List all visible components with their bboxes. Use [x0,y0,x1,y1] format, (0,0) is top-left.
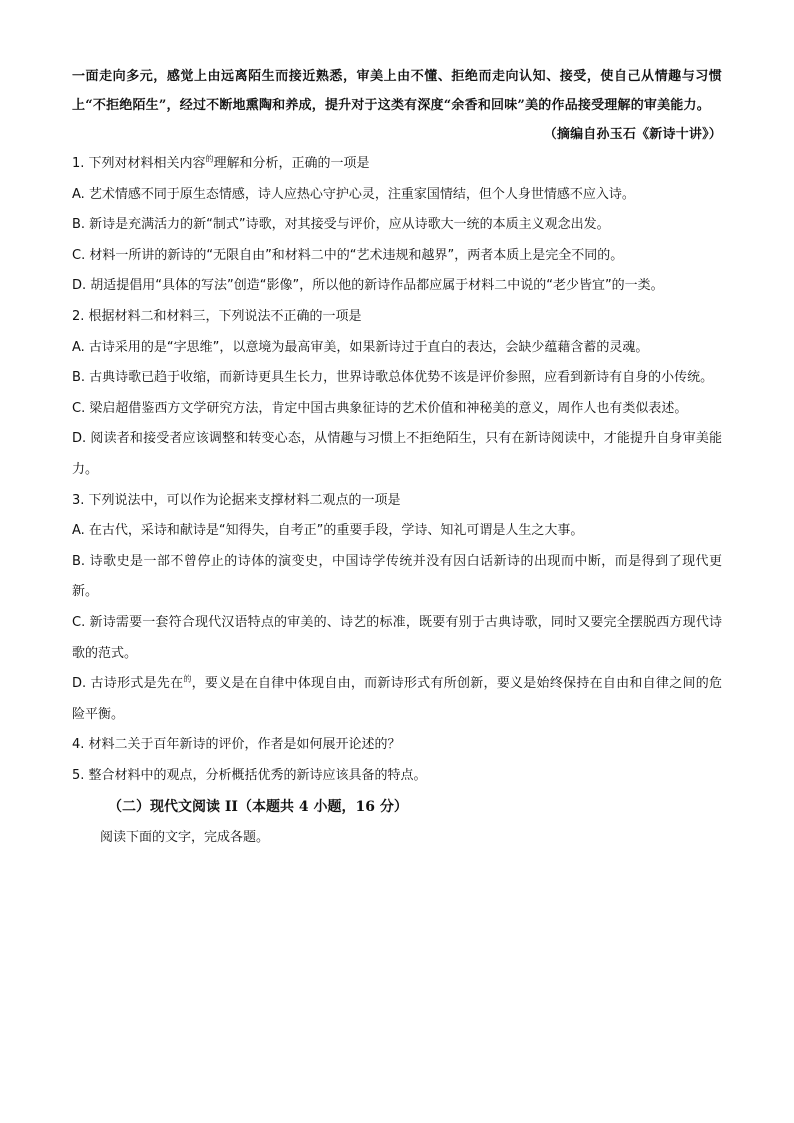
question-1-option-b: B. 新诗是充满活力的新“制式”诗歌，对其接受与评价，应从诗歌大一统的本质主义观念出发。 [72,217,610,233]
question-4-stem: 4. 材料二关于百年新诗的评价，作者是如何展开论述的？ [72,737,401,753]
passage-source: （摘编自孙玉石《新诗十讲》） [543,127,722,142]
question-1-option-d: D. 胡适提倡用“具体的写法”创造“影像”，所以他的新诗作品都应属于材料二中说的“老少皆宜”的一类。 [72,278,664,294]
question-5-stem: 5. 整合材料中的观点，分析概括优秀的新诗应该具备的特点。 [72,767,427,783]
question-2-option-a: A. 古诗采用的是“字思维”，以意境为最高审美，如果新诗过于直白的表达，会缺少蕴藉含蓄的灵魂。 [72,339,649,355]
question-3-option-c: C. 新诗需要一套符合现代汉语特点的审美的、诗艺的标准，既要有别于古典诗歌，同时又要完全摆脱西方现代诗歌的范式。 [72,614,722,661]
passage-continuation: 一面走向多元，感觉上由远离陌生而接近熟悉，审美上由不懂、拒绝而走向认知、接受，使自己从情趣与习惯上“不拒绝陌生”，经过不断地熏陶和养成，提升对于这类有深度“余香和回味”美的作品接受理解的审美能力。 [72,69,722,113]
question-3-option-b: B. 诗歌史是一部不曾停止的诗体的演变史，中国诗学传统并没有因白话新诗的出现而中断，而是得到了现代更新。 [72,553,722,600]
section-title: （二）现代文阅读 II（本题共 4 小题，16 分） [108,799,408,816]
question-1-option-c: C. 材料一所讲的新诗的“无限自由”和材料二中的“艺术违规和越界”，两者本质上是完全不同的。 [72,247,624,263]
question-3-option-a: A. 在古代，采诗和献诗是“知得失，自考正”的重要手段，学诗、知礼可谓是人生之大事。 [72,523,584,539]
question-2-stem: 2. 根据材料二和材料三，下列说法不正确的一项是 [72,308,362,324]
question-2 [72,302,722,486]
question-2-option-d: D. 阅读者和接受者应该调整和转变心态，从情趣与习惯上不拒绝陌生，只有在新诗阅读中，才能提升自身审美能力。 [72,431,722,477]
question-3-option-d: D. 古诗形式是先在$^的$，要义是在自律中体现自由，而新诗形式有所创新，要义是始终保持在自由和自律之间的危险平衡。 [72,674,722,722]
question-1-option-a: A. 艺术情感不同于原生态情感，诗人应热心守护心灵，注重家国情结，但个人身世情感不应入诗。 [72,186,635,202]
question-2-option-b: B. 古典诗歌已趋于收缩，而新诗更具生长力，世界诗歌总体优势不该是评价参照，应看到新诗有自身的小传统。 [72,370,714,386]
question-3 [72,486,722,731]
question-1-stem: 1. 下列对材料相关内容$^的$理解和分析，正确的一项是 [72,154,370,171]
question-1 [72,149,722,302]
question-2-option-c: C. 梁启超借鉴西方文学研究方法，肯定中国古典象征诗的艺术价值和神秘美的意义，周作人也有类似表述。 [72,400,688,416]
question-3-stem: 3. 下列说法中，可以作为论据来支撑材料二观点的一项是 [72,492,401,508]
section-intro: 阅读下面的文字，完成各题。 [100,830,270,846]
document-page [72,62,722,853]
